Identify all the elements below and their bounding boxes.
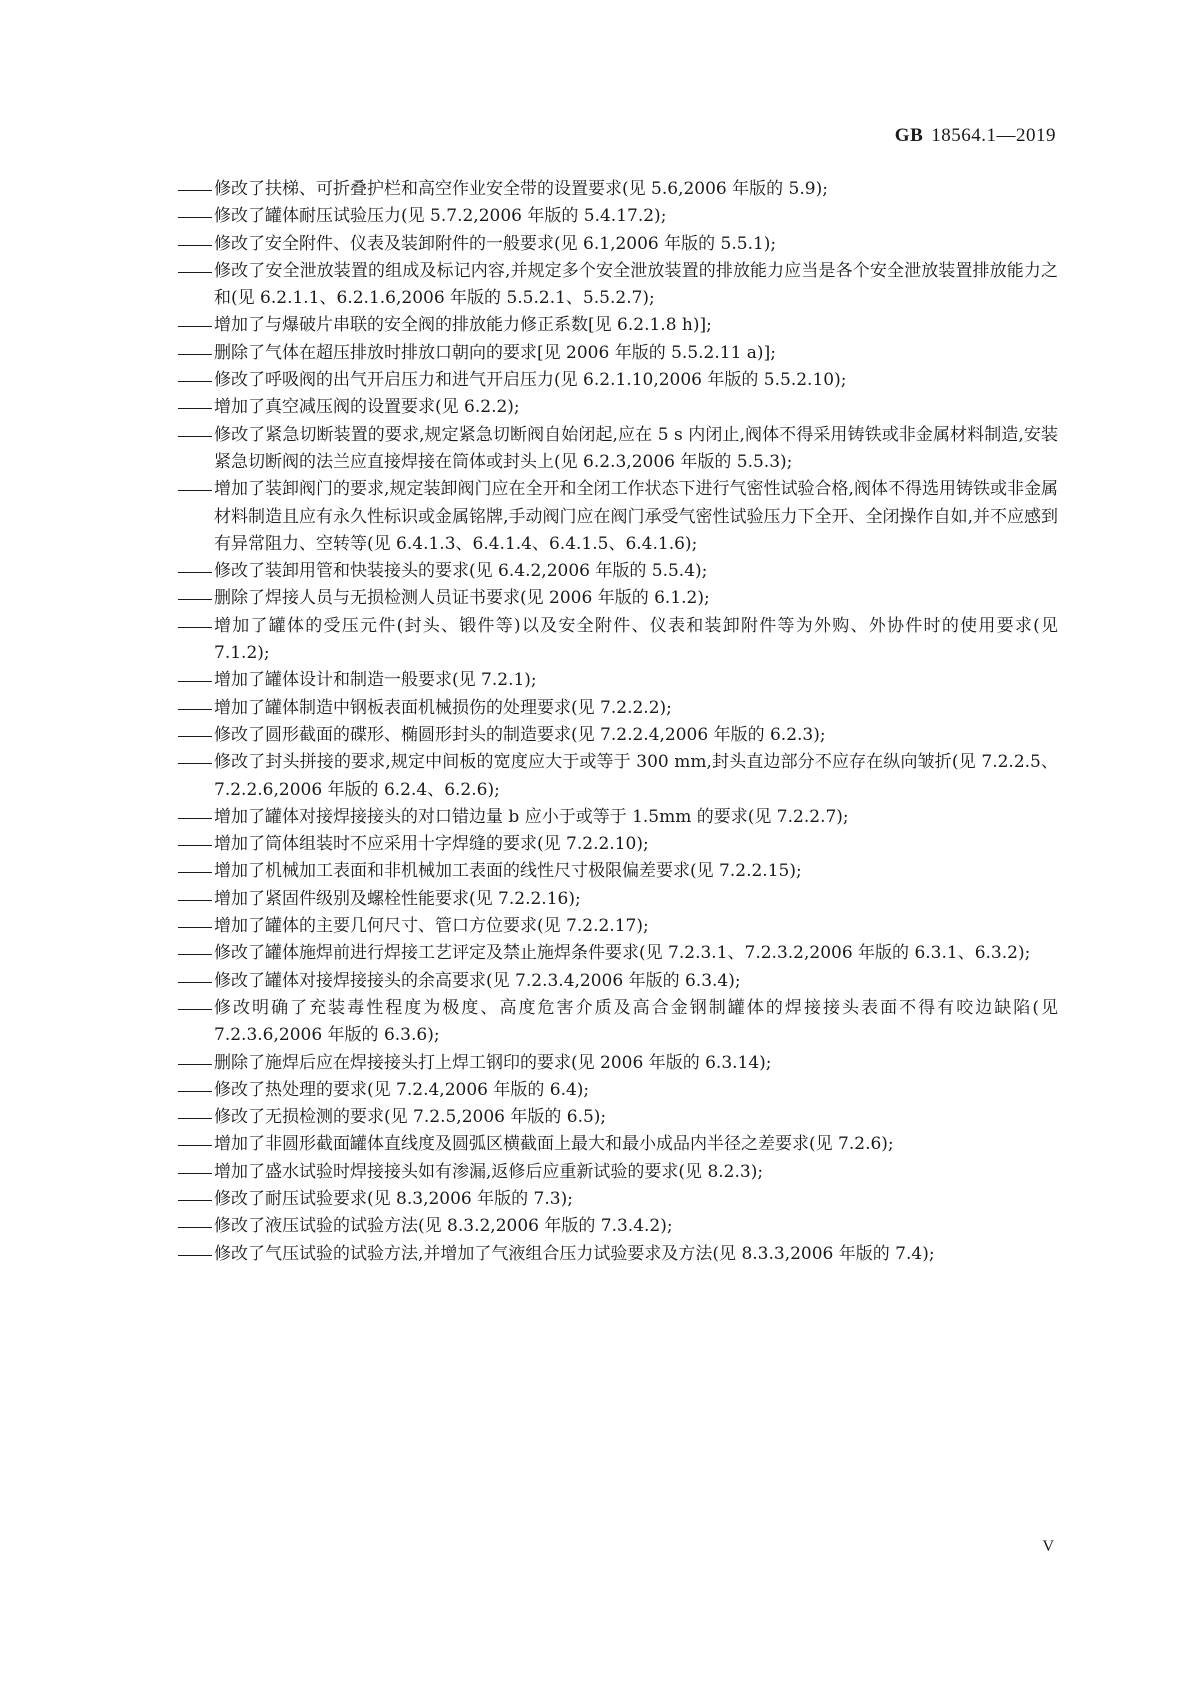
list-item — [178, 558, 1058, 585]
standard-header — [895, 125, 1056, 147]
list-item-text: 删除了施焊后应在焊接接头打上焊工钢印的要求(见 2006 年版的 6.3.14); — [214, 1052, 772, 1073]
list-item — [178, 1213, 1058, 1240]
list-item-text: 增加了机械加工表面和非机械加工表面的线性尺寸极限偏差要求(见 7.2.2.15); — [214, 861, 802, 882]
list-item-text: 增加了真空减压阀的设置要求(见 6.2.2); — [214, 397, 520, 418]
list-item-text: 修改了装卸用管和快装接头的要求(见 6.4.2,2006 年版的 5.5.4); — [214, 561, 708, 582]
list-item-text: 增加了非圆形截面罐体直线度及圆弧区横截面上最大和最小成品内半径之差要求(见 7.2.6); — [214, 1134, 894, 1155]
list-item-text: 增加了罐体制造中钢板表面机械损伤的处理要求(见 7.2.2.2); — [214, 697, 672, 718]
list-item-text: 修改了液压试验的试验方法(见 8.3.2,2006 年版的 7.3.4.2); — [214, 1216, 673, 1237]
list-item-text: 增加了罐体的主要几何尺寸、管口方位要求(见 7.2.2.17); — [214, 916, 649, 937]
list-item-text: 修改了安全泄放装置的组成及标记内容,并规定多个安全泄放装置的排放能力应当是各个安全泄放装置排放能力之和(见 6.2.1.1、6.2.1.6,2006 年版的 5.5.2.1、5.5.2.7); — [214, 260, 1058, 309]
list-item-text: 增加了罐体设计和制造一般要求(见 7.2.1); — [214, 670, 537, 691]
list-item-text: 增加了罐体的受压元件(封头、锻件等)以及安全附件、仪表和装卸附件等为外购、外协件时的使用要求(见 7.1.2); — [214, 615, 1058, 664]
list-item — [178, 1104, 1058, 1131]
list-item-text: 修改了无损检测的要求(见 7.2.5,2006 年版的 6.5); — [214, 1107, 607, 1128]
list-item — [178, 995, 1058, 1050]
list-item-text: 增加了筒体组装时不应采用十字焊缝的要求(见 7.2.2.10); — [214, 834, 649, 855]
list-item-text: 修改明确了充装毒性程度为极度、高度危害介质及高合金钢制罐体的焊接接头表面不得有咬边缺陷(见 7.2.3.6,2006 年版的 6.3.6); — [214, 997, 1058, 1046]
list-item — [178, 940, 1058, 967]
list-item-text: 修改了罐体施焊前进行焊接工艺评定及禁止施焊条件要求(见 7.2.3.1、7.2.3.2,2006 年版的 6.3.1、6.3.2); — [214, 943, 1031, 964]
list-item-text: 增加了与爆破片串联的安全阀的排放能力修正系数[见 6.2.1.8 h)]; — [214, 315, 712, 336]
list-item — [178, 1131, 1058, 1158]
list-item-text: 修改了封头拼接的要求,规定中间板的宽度应大于或等于 300 mm,封头直边部分不应存在纵向皱折(见 7.2.2.5、7.2.2.6,2006 年版的 6.2.4、6.2.6); — [214, 752, 1058, 800]
list-item — [178, 203, 1058, 230]
list-item — [178, 340, 1058, 367]
list-item — [178, 749, 1058, 804]
list-item — [178, 367, 1058, 394]
list-item-text: 修改了扶梯、可折叠护栏和高空作业安全带的设置要求(见 5.6,2006 年版的 5.9); — [214, 179, 828, 199]
list-item-text: 修改了耐压试验要求(见 8.3,2006 年版的 7.3); — [214, 1188, 573, 1209]
list-item — [178, 1077, 1058, 1104]
list-item — [178, 804, 1058, 831]
list-item — [178, 176, 1058, 203]
list-item — [178, 258, 1058, 313]
list-item-text: 修改了紧急切断装置的要求,规定紧急切断阀自始闭起,应在 5 s 内闭止,阀体不得采用铸铁或非金属材料制造,安装紧急切断阀的法兰应直接焊接在筒体或封头上(见 6.2.3,2006 年版的 5.5.3); — [214, 424, 1058, 472]
list-item-text: 修改了安全附件、仪表及装卸附件的一般要求(见 6.1,2006 年版的 5.5.1); — [214, 233, 777, 254]
list-item — [178, 968, 1058, 995]
list-item-text: 增加了紧固件级别及螺栓性能要求(见 7.2.2.16); — [214, 888, 581, 909]
change-list — [178, 176, 1058, 1268]
list-item-text: 修改了呼吸阀的出气开启压力和进气开启压力(见 6.2.1.10,2006 年版的 5.5.2.10); — [214, 370, 847, 391]
list-item-text: 修改了圆形截面的碟形、椭圆形封头的制造要求(见 7.2.2.4,2006 年版的 6.2.3); — [214, 724, 826, 745]
list-item-text: 修改了气压试验的试验方法,并增加了气液组合压力试验要求及方法(见 8.3.3,2006 年版的 7.4); — [214, 1243, 935, 1264]
list-item — [178, 722, 1058, 749]
list-item-text: 修改了罐体对接焊接接头的余高要求(见 7.2.3.4,2006 年版的 6.3.4); — [214, 970, 741, 991]
standard-prefix: GB — [894, 125, 924, 146]
list-item — [178, 1186, 1058, 1213]
page-number: V — [1042, 1538, 1054, 1555]
list-item — [178, 312, 1058, 339]
list-item-text: 修改了罐体耐压试验压力(见 5.7.2,2006 年版的 5.4.17.2); — [214, 206, 667, 227]
list-item-text: 修改了热处理的要求(见 7.2.4,2006 年版的 6.4); — [214, 1079, 590, 1100]
list-item — [178, 476, 1058, 558]
list-item — [178, 831, 1058, 858]
list-item — [178, 613, 1058, 668]
list-item-text: 增加了装卸阀门的要求,规定装卸阀门应在全开和全闭工作状态下进行气密性试验合格,阀体不得选用铸铁或非金属材料制造且应有永久性标识或金属铭牌,手动阀门应在阀门承受气密性试验压力下全开、全闭操作自如,并不应感到有异常阻力、空转等(见 6.4.1.3、6.4.1.4、6.4.1.5、6.4.1.6); — [214, 479, 1058, 554]
list-item — [178, 667, 1058, 694]
list-item-text: 删除了焊接人员与无损检测人员证书要求(见 2006 年版的 6.1.2); — [214, 588, 710, 609]
list-item — [178, 858, 1058, 885]
list-item-text: 增加了盛水试验时焊接接头如有渗漏,返修后应重新试验的要求(见 8.2.3); — [214, 1161, 764, 1182]
standard-number: 18564.1—2019 — [931, 125, 1056, 146]
list-item — [178, 695, 1058, 722]
list-item-text: 删除了气体在超压排放时排放口朝向的要求[见 2006 年版的 5.5.2.11 a)]; — [214, 342, 776, 363]
list-item — [178, 886, 1058, 913]
list-item — [178, 1050, 1058, 1077]
list-item — [178, 1241, 1058, 1268]
list-item — [178, 422, 1058, 477]
list-item — [178, 913, 1058, 940]
list-item-text: 增加了罐体对接焊接接头的对口错边量 b 应小于或等于 1.5mm 的要求(见 7.2.2.7); — [214, 806, 849, 827]
list-item — [178, 394, 1058, 421]
list-item — [178, 585, 1058, 612]
list-item — [178, 231, 1058, 258]
list-item — [178, 1159, 1058, 1186]
